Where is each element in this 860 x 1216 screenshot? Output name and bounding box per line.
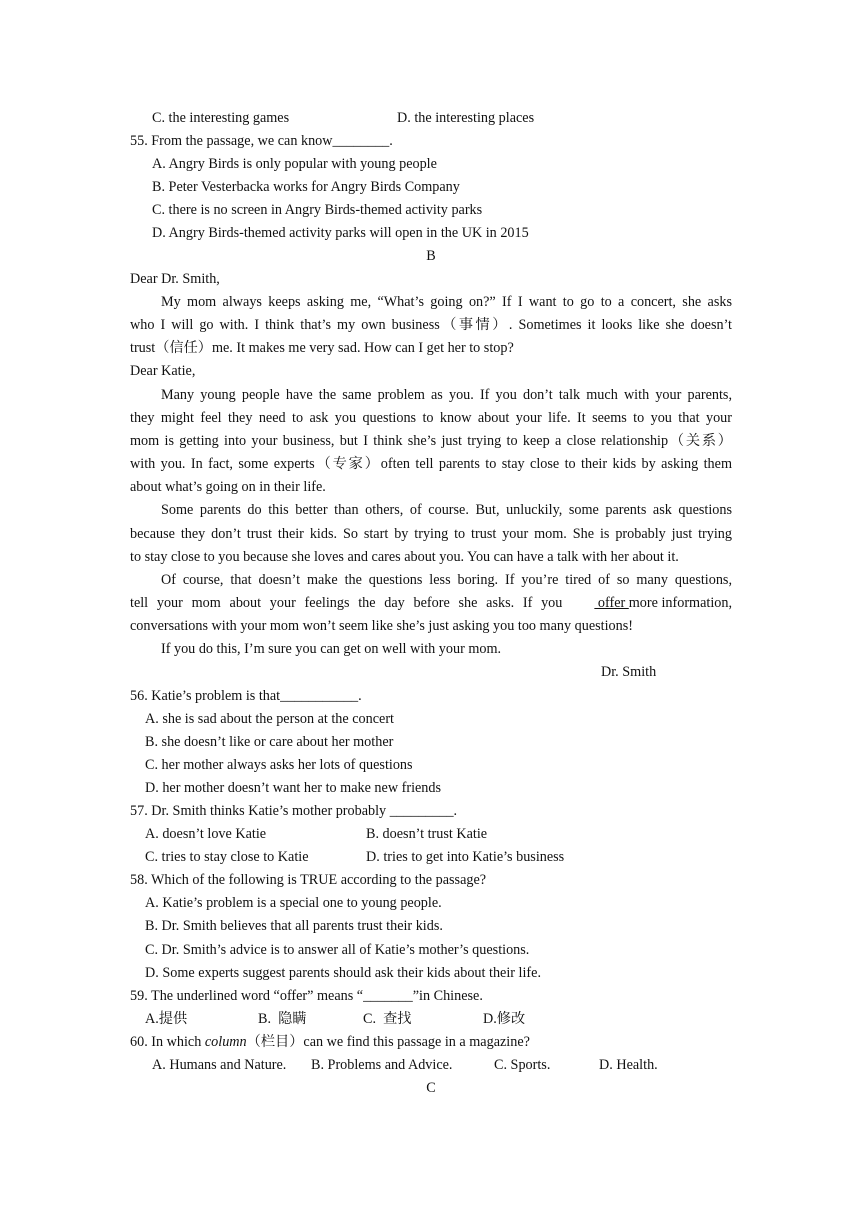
letter2-p1-line: Many young people have the same problem as you. If you don’t talk much with your parents, (161, 387, 732, 403)
q60-stem-after: （栏目）can we find this passage in a magazine? (246, 1034, 530, 1050)
q60-stem (130, 1032, 530, 1052)
letter2-p3-line: conversations with your mom won’t seem like she’s just asking you too many questions! (130, 618, 633, 634)
letter2-p1-line: they might feel they need to ask you questions to know about your life. It seems to you that your (130, 410, 732, 426)
p3-before-offer: tell your mom about your feelings the day before she asks. If you (130, 595, 563, 611)
letter2-p4: If you do this, I’m sure you can get on well with your mom. (161, 641, 502, 657)
q59-option-c: C. 查找 (363, 1011, 412, 1027)
p3-after-offer: more information, (628, 595, 732, 611)
q59-stem: 59. The underlined word “offer” means “_______”in Chinese. (130, 988, 483, 1004)
letter2-p1-line: about what’s going on in their life. (130, 479, 326, 495)
letter2-p1-line: mom is getting into your business, but I think she’s just trying to keep a close relationship（关系） (130, 433, 732, 449)
q54-option-c: C. the interesting games (152, 110, 290, 126)
letter2-p2-line: Some parents do this better than others, of course. But, unluckily, some parents ask questions (161, 502, 732, 518)
letter1-line: My mom always keeps asking me, “What’s going on?” If I want to go to a concert, she asks (161, 294, 732, 310)
letter1-line: who I will go with. I think that’s my own business（事情）. Sometimes it looks like she doesn’t (130, 317, 732, 333)
q55-option-b: B. Peter Vesterbacka works for Angry Birds Company (152, 179, 460, 195)
letter1-line: trust（信任）me. It makes me very sad. How can I get her to stop? (130, 340, 514, 356)
letter2-p3-line: Of course, that doesn’t make the questions less boring. If you’re tired of so many questions, (161, 572, 732, 588)
q60-option-b: B. Problems and Advice. (311, 1057, 453, 1073)
q58-option-d: D. Some experts suggest parents should ask their kids about their life. (145, 965, 541, 981)
letter2-signature: Dr. Smith (601, 664, 657, 680)
q56-option-b: B. she doesn’t like or care about her mother (145, 734, 394, 750)
q60-option-c: C. Sports. (494, 1057, 551, 1073)
q58-option-a: A. Katie’s problem is a special one to young people. (145, 895, 442, 911)
underlined-word-offer: offer (594, 595, 629, 611)
q56-option-a: A. she is sad about the person at the concert (145, 711, 394, 727)
q59-option-b: B. 隐瞒 (258, 1011, 307, 1027)
letter1-salutation: Dear Dr. Smith, (130, 271, 220, 287)
letter2-salutation: Dear Katie, (130, 363, 196, 379)
q55-option-d: D. Angry Birds-themed activity parks will open in the UK in 2015 (152, 225, 529, 241)
q60-stem-before: 60. In which (130, 1034, 205, 1050)
letter2-p3-line-offer (130, 593, 732, 613)
q57-option-a: A. doesn’t love Katie (145, 826, 267, 842)
q54-option-d: D. the interesting places (397, 110, 535, 126)
q55-option-c: C. there is no screen in Angry Birds-themed activity parks (152, 202, 483, 218)
q60-option-d: D. Health. (599, 1057, 658, 1073)
q56-stem: 56. Katie’s problem is that___________. (130, 688, 362, 704)
q57-option-b: B. doesn’t trust Katie (366, 826, 488, 842)
q58-option-b: B. Dr. Smith believes that all parents trust their kids. (145, 918, 443, 934)
q59-option-a: A.提供 (145, 1011, 188, 1027)
q56-option-d: D. her mother doesn’t want her to make new friends (145, 780, 442, 796)
letter2-p2-line: because they don’t trust their kids. So start by trying to trust your mom. She is probably just trying (130, 526, 732, 542)
q57-option-d: D. tries to get into Katie’s business (366, 849, 565, 865)
q58-option-c: C. Dr. Smith’s advice is to answer all of Katie’s mother’s questions. (145, 942, 530, 958)
q58-stem: 58. Which of the following is TRUE according to the passage? (130, 872, 487, 888)
letter2-p2-line: to stay close to you because she loves and cares about you. You can have a talk with her about it. (130, 549, 679, 565)
section-b-heading: B (426, 248, 436, 264)
q55-stem: 55. From the passage, we can know________. (130, 133, 393, 149)
q59-option-d: D.修改 (483, 1011, 526, 1027)
q57-option-c: C. tries to stay close to Katie (145, 849, 309, 865)
q56-option-c: C. her mother always asks her lots of questions (145, 757, 413, 773)
section-c-heading: C (426, 1080, 436, 1096)
q57-stem: 57. Dr. Smith thinks Katie’s mother probably _________. (130, 803, 458, 819)
q55-option-a: A. Angry Birds is only popular with young people (152, 156, 437, 172)
q60-option-a: A. Humans and Nature. (152, 1057, 287, 1073)
letter2-p1-line: with you. In fact, some experts（专家）often tell parents to stay close to their kids by asking them (130, 456, 732, 472)
q60-stem-italic: column (204, 1034, 247, 1050)
